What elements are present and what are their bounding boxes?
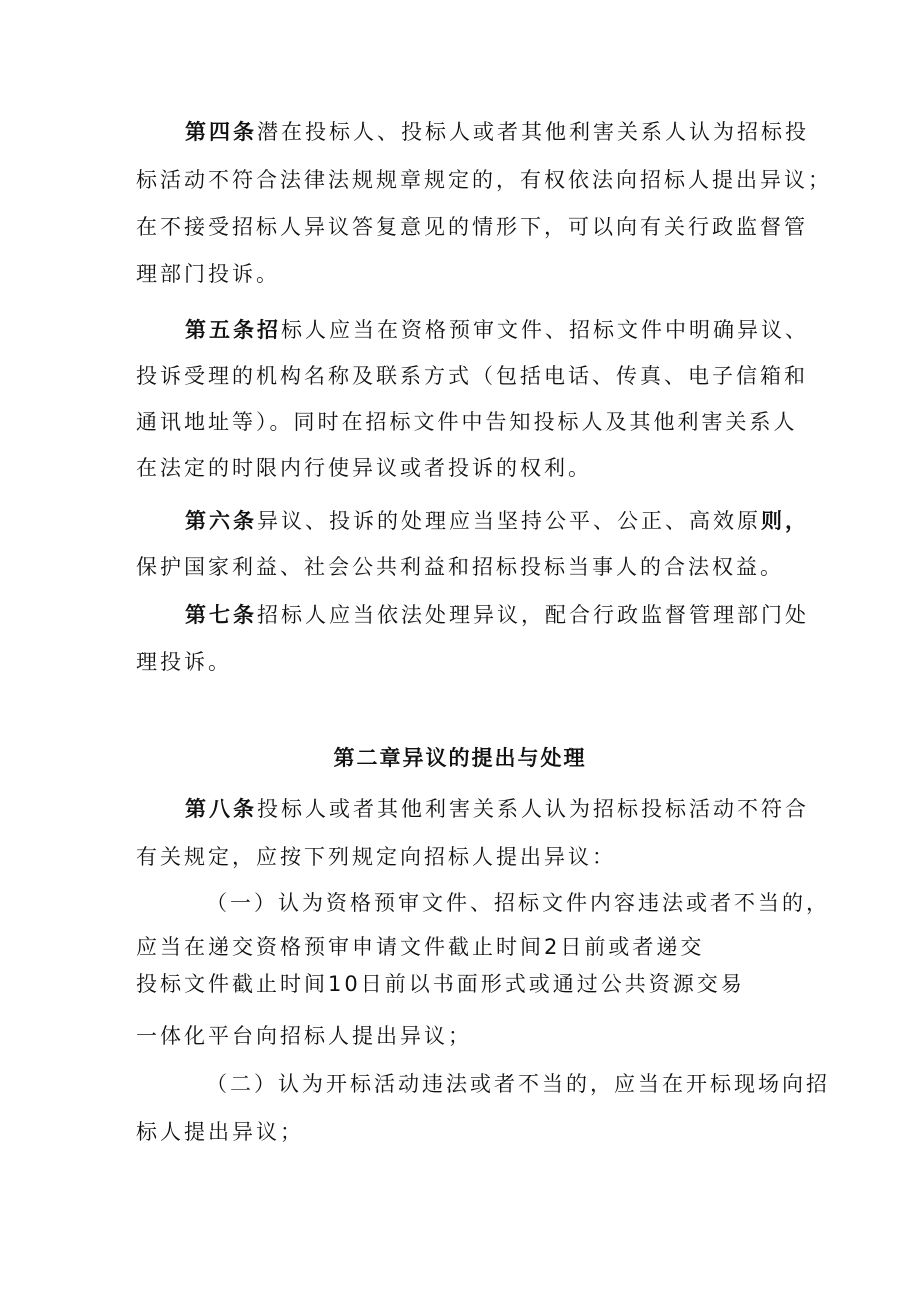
article-8-line-1 xyxy=(185,795,809,823)
article-5-line-1 xyxy=(185,316,809,344)
article-5-line-3: 通讯地址等）。同时在招标文件中告知投标人及其他利害关系人 xyxy=(136,410,798,434)
article-5-line-2: 投诉受理的机构名称及联系方式（包括电话、传真、电子信箱和 xyxy=(136,364,808,388)
article-8-label: 第八条 xyxy=(185,797,257,821)
article-8-item-2-line-1: （二）认为开标活动违法或者不当的，应当在开标现场向招 xyxy=(206,1072,830,1096)
article-8-item-2-line-2: 标人提出异议； xyxy=(136,1120,304,1144)
article-4-line-2: 标活动不符合法律法规规章规定的，有权依法向招标人提出异议； xyxy=(136,168,832,192)
article-5-label: 第五条招 xyxy=(185,318,281,342)
chapter-2-title: 第二章异议的提出与处理 xyxy=(333,746,587,770)
article-4-line-3: 在不接受招标人异议答复意见的情形下，可以向有关行政监督管 xyxy=(136,215,808,239)
article-6-text: 异议、投诉的处理应当坚持公平、公正、高效原 xyxy=(257,509,761,533)
article-5-text: 标人应当在资格预审文件、招标文件中明确异议、 xyxy=(281,318,809,342)
article-4-line-4: 理部门投诉。 xyxy=(136,262,280,286)
article-4-text: 潜在投标人、投标人或者其他利害关系人认为招标投 xyxy=(257,120,809,144)
article-6-bold-end: 则， xyxy=(761,509,809,533)
article-7-text: 招标人应当依法处理异议，配合行政监督管理部门处 xyxy=(257,603,809,627)
article-5-line-4: 在法定的时限内行使异议或者投诉的权利。 xyxy=(136,456,592,480)
article-6-label: 第六条 xyxy=(185,509,257,533)
article-8-text: 投标人或者其他利害关系人认为招标投标活动不符合 xyxy=(257,797,809,821)
article-8-item-1-line-4: 一体化平台向招标人提出异议； xyxy=(136,1024,472,1048)
article-7-label: 第七条 xyxy=(185,603,257,627)
article-8-item-1-line-3: 投标文件截止时间10日前以书面形式或通过公共资源交易 xyxy=(136,972,745,996)
article-6-line-2: 保护国家利益、社会公共利益和招标投标当事人的合法权益。 xyxy=(136,555,784,579)
article-6-line-1 xyxy=(185,507,809,535)
article-7-line-1 xyxy=(185,601,809,629)
article-4-label: 第四条 xyxy=(185,120,257,144)
article-7-line-2: 理投诉。 xyxy=(136,650,232,674)
article-8-line-2: 有关规定，应按下列规定向招标人提出异议： xyxy=(136,845,616,869)
article-8-item-1-line-1: （一）认为资格预审文件、招标文件内容违法或者不当的， xyxy=(206,891,830,915)
article-8-item-1-line-2: 应当在递交资格预审申请文件截止时间2日前或者递交 xyxy=(136,935,705,959)
article-4-line-1 xyxy=(185,118,809,146)
